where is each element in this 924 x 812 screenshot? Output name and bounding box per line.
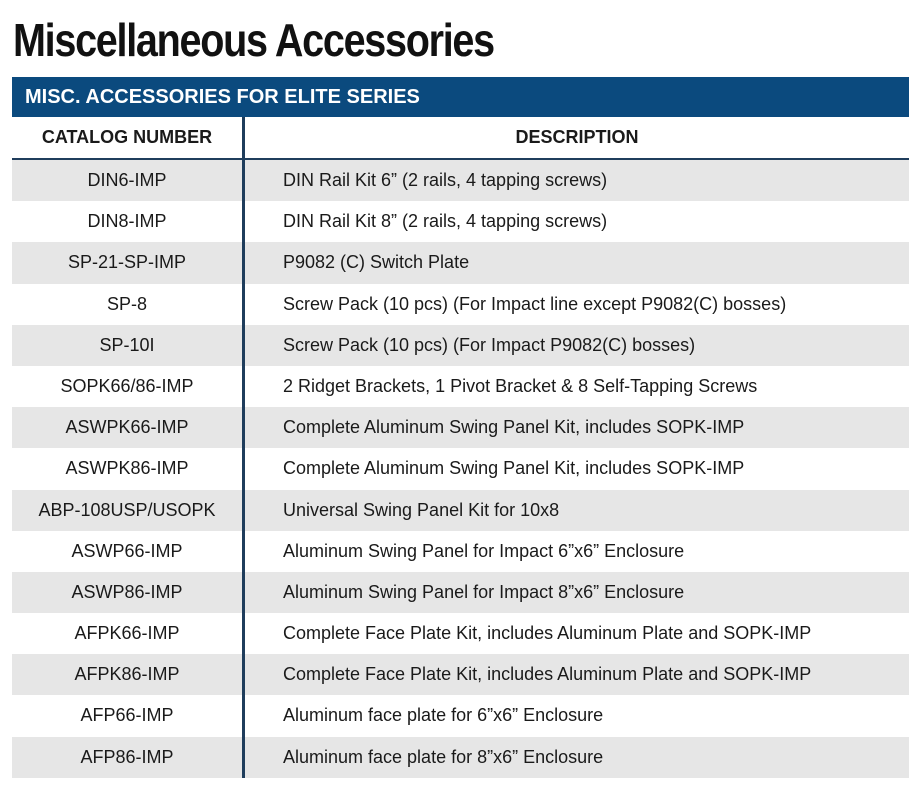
table-row xyxy=(12,613,909,654)
description-cell: P9082 (C) Switch Plate xyxy=(283,252,470,273)
description-cell: Complete Aluminum Swing Panel Kit, includes SOPK-IMP xyxy=(283,458,745,479)
catalog-number-cell: DIN8-IMP xyxy=(12,201,245,242)
table-row xyxy=(12,695,909,736)
description-cell: Screw Pack (10 pcs) (For Impact line except P9082(C) bosses) xyxy=(283,293,787,314)
catalog-number-cell: ASWP66-IMP xyxy=(12,531,245,572)
description-cell: Aluminum Swing Panel for Impact 8”x6” Enclosure xyxy=(283,581,685,602)
catalog-number-cell: DIN6-IMP xyxy=(12,160,245,201)
description-cell: DIN Rail Kit 8” (2 rails, 4 tapping screws) xyxy=(283,211,608,232)
table-row xyxy=(12,242,909,283)
section-header: MISC. ACCESSORIES FOR ELITE SERIES xyxy=(12,77,909,117)
catalog-number-cell: AFPK66-IMP xyxy=(12,613,245,654)
table-row xyxy=(12,531,909,572)
catalog-number-cell: ASWPK66-IMP xyxy=(12,407,245,448)
catalog-number-cell: ABP-108USP/USOPK xyxy=(12,490,245,531)
description-cell: Screw Pack (10 pcs) (For Impact P9082(C) bosses) xyxy=(283,334,696,355)
column-headers xyxy=(12,117,909,160)
table-row xyxy=(12,201,909,242)
catalog-number-cell: ASWPK86-IMP xyxy=(12,448,245,489)
description-cell: Universal Swing Panel Kit for 10x8 xyxy=(283,499,560,520)
table-row xyxy=(12,407,909,448)
description-cell: Aluminum Swing Panel for Impact 6”x6” Enclosure xyxy=(283,540,685,561)
catalog-number-cell: SP-8 xyxy=(12,284,245,325)
catalog-number-cell: SP-10I xyxy=(12,325,245,366)
table-row xyxy=(12,325,909,366)
description-cell: Complete Face Plate Kit, includes Aluminum Plate and SOPK-IMP xyxy=(283,623,812,644)
description-cell: 2 Ridget Brackets, 1 Pivot Bracket & 8 Self-Tapping Screws xyxy=(283,375,758,396)
table-row xyxy=(12,284,909,325)
catalog-number-cell: ASWP86-IMP xyxy=(12,572,245,613)
catalog-number-cell: AFP66-IMP xyxy=(12,695,245,736)
description-cell: Aluminum face plate for 8”x6” Enclosure xyxy=(283,746,604,767)
table-row xyxy=(12,160,909,201)
description-cell: Complete Face Plate Kit, includes Aluminum Plate and SOPK-IMP xyxy=(283,664,812,685)
table-row xyxy=(12,737,909,778)
table-row xyxy=(12,490,909,531)
table-row xyxy=(12,366,909,407)
table-row xyxy=(12,572,909,613)
catalog-number-cell: SOPK66/86-IMP xyxy=(12,366,245,407)
description-cell: DIN Rail Kit 6” (2 rails, 4 tapping screws) xyxy=(283,170,608,190)
catalog-number-cell: AFP86-IMP xyxy=(12,737,245,778)
column-header-catalog-number: CATALOG NUMBER xyxy=(12,117,245,158)
table-body xyxy=(12,160,909,778)
catalog-number-cell: AFPK86-IMP xyxy=(12,654,245,695)
table-row xyxy=(12,654,909,695)
description-cell: Aluminum face plate for 6”x6” Enclosure xyxy=(283,705,604,726)
page-title: Miscellaneous Accessories xyxy=(13,14,494,66)
column-header-description: DESCRIPTION xyxy=(515,127,639,147)
catalog-number-cell: SP-21-SP-IMP xyxy=(12,242,245,283)
description-cell: Complete Aluminum Swing Panel Kit, includes SOPK-IMP xyxy=(283,417,745,438)
accessories-table xyxy=(12,77,909,778)
table-row xyxy=(12,448,909,489)
